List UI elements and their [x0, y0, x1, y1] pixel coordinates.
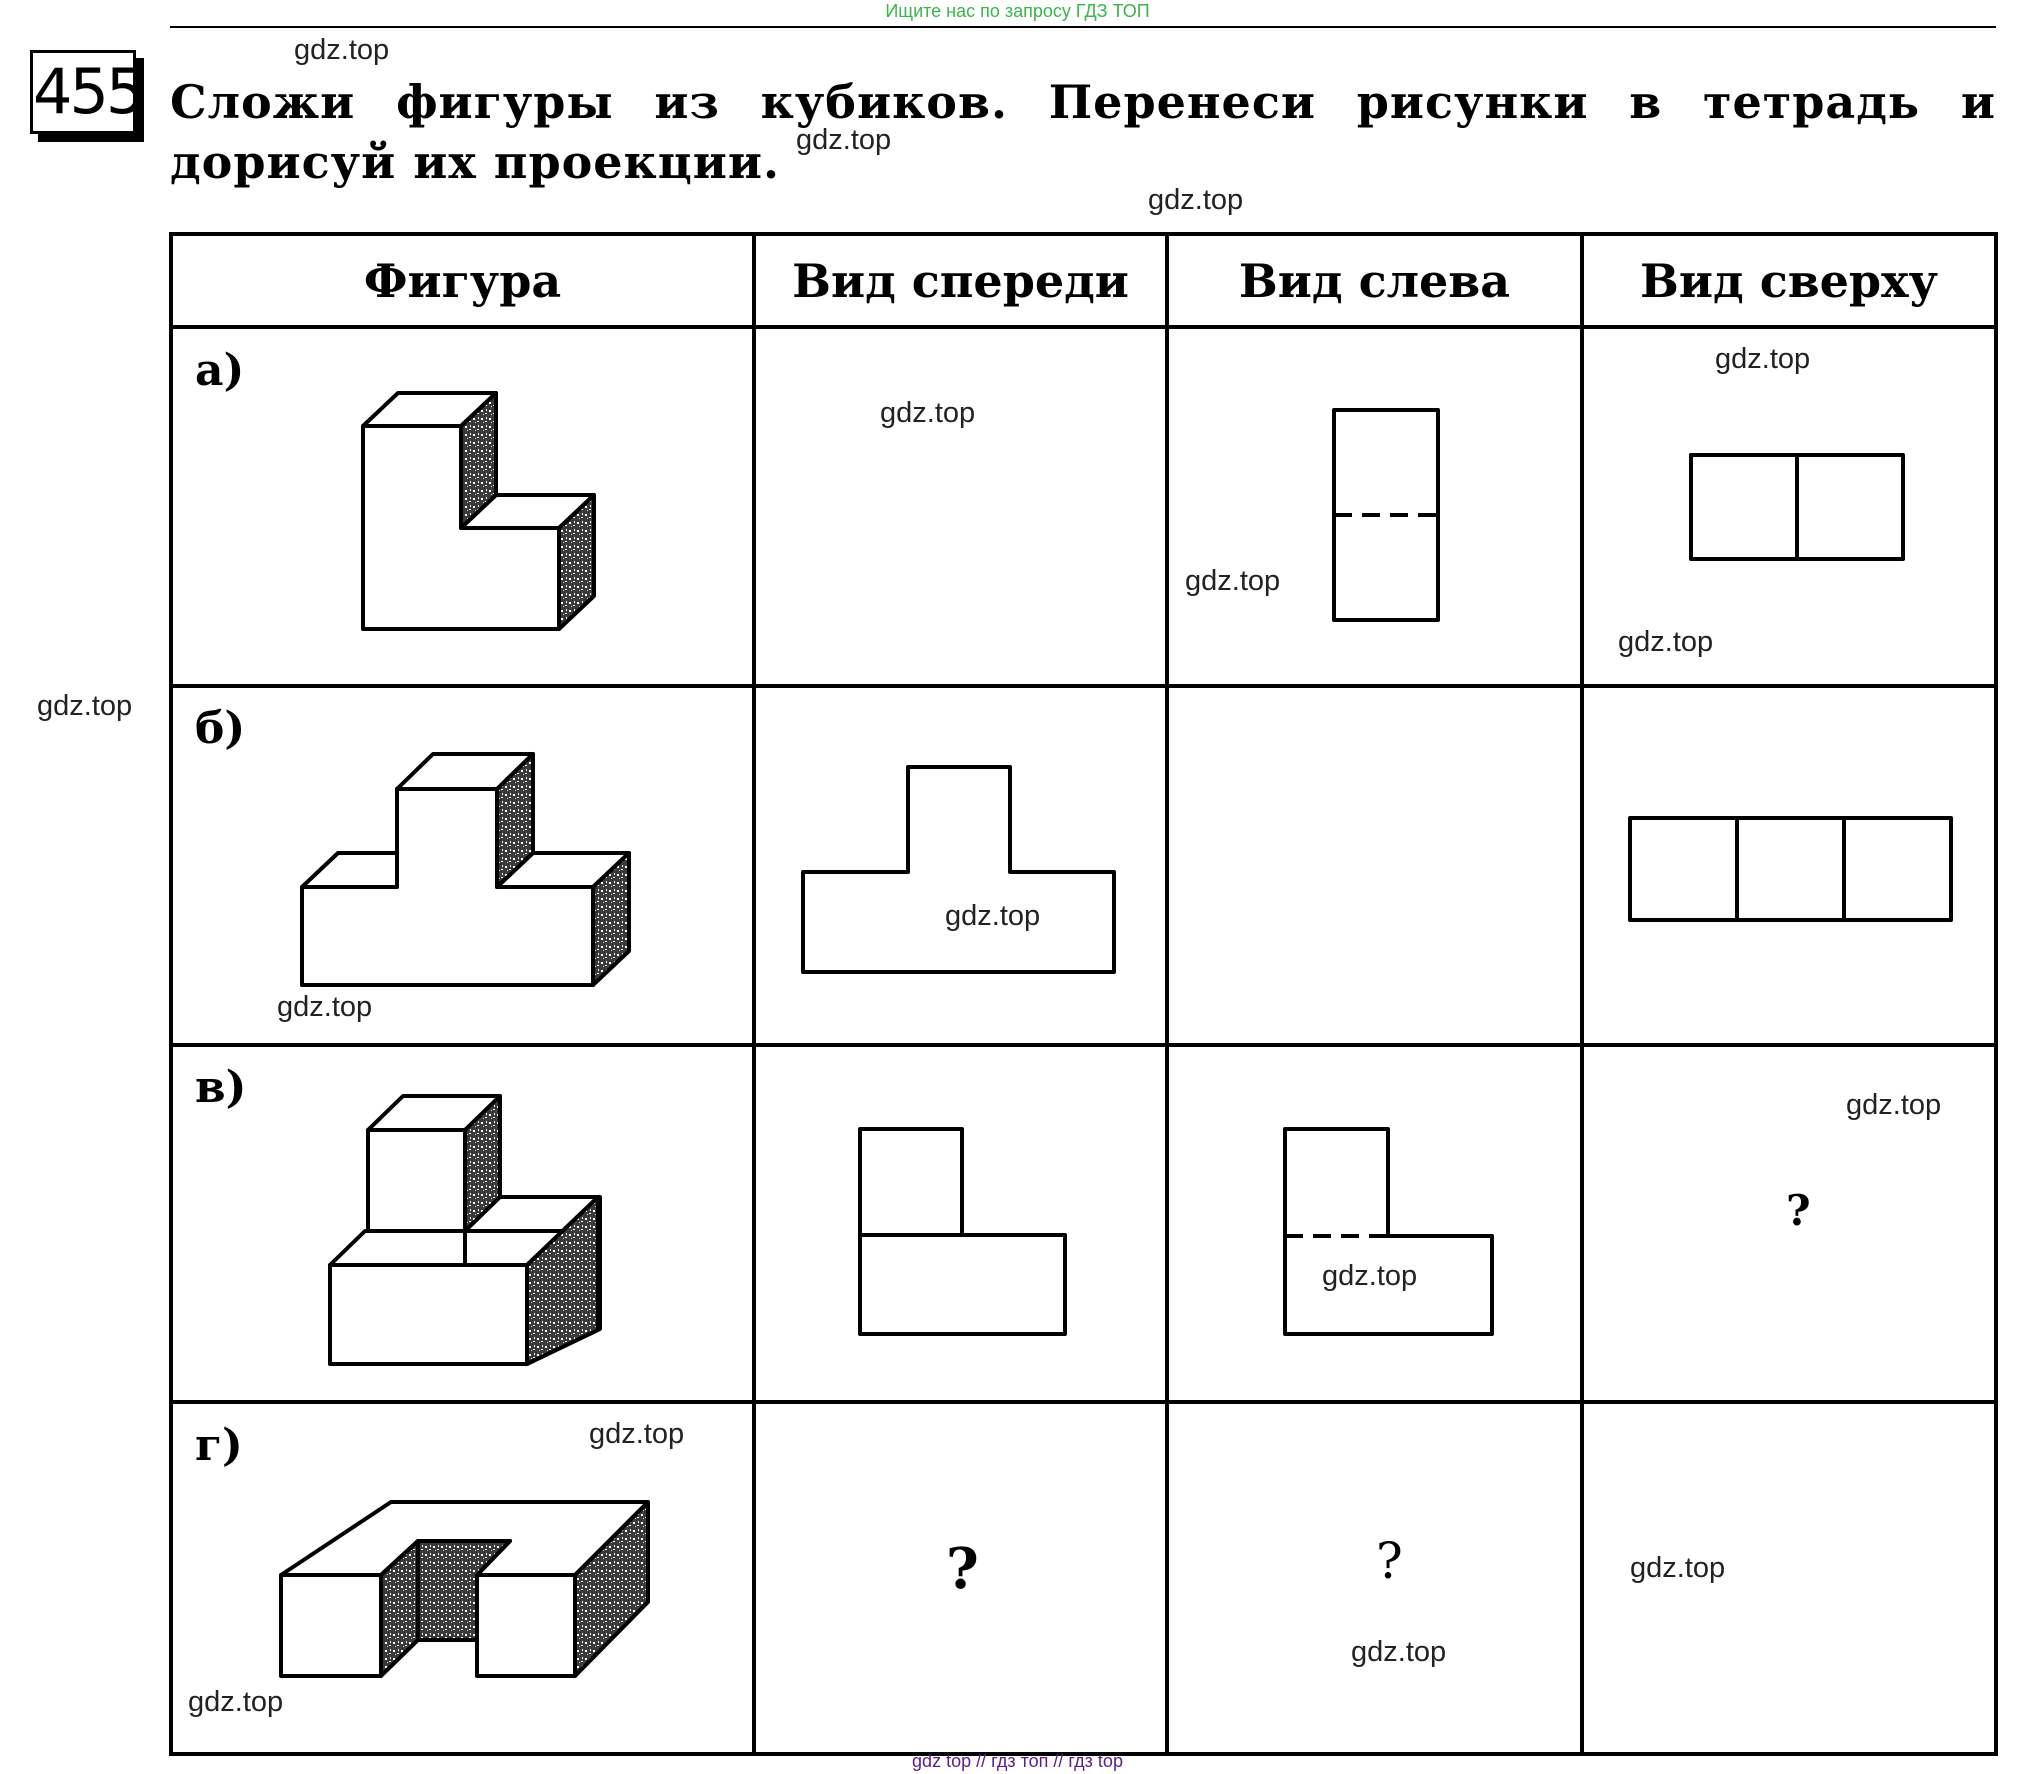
watermark: gdz.top: [1322, 1260, 1418, 1292]
search-hint-banner[interactable]: Ищите нас по запросу ГДЗ ТОП: [885, 1, 1150, 21]
row-label-b: б): [195, 703, 246, 754]
header-figure: Фигура: [363, 254, 562, 308]
watermark: gdz.top: [1846, 1089, 1942, 1121]
header-top-view: Вид сверху: [1640, 254, 1938, 308]
figure-b-shape: [302, 754, 629, 985]
watermark: gdz.top: [880, 397, 976, 429]
exercise-number: 455: [30, 50, 136, 134]
watermark: gdz.top: [1185, 565, 1281, 597]
watermark: gdz.top: [277, 991, 373, 1023]
row-label-a: а): [195, 345, 245, 396]
watermark: gdz.top: [188, 1686, 284, 1718]
figure-a-top-view: [1691, 455, 1903, 559]
figure-v-front-view: [860, 1129, 1065, 1334]
watermark: gdz.top: [1148, 184, 1244, 216]
exercise-text: Сложи фигуры из кубиков. Перенеси рисунки в тетрадь и дорисуй их проекции.: [170, 75, 1996, 189]
figure-a-shape: [363, 393, 594, 629]
watermark: gdz.top: [37, 690, 133, 722]
header-front-view: Вид спереди: [792, 254, 1129, 308]
watermark: gdz.top: [1351, 1636, 1447, 1668]
question-mark-v-top: ?: [1786, 1186, 1811, 1235]
row-label-v: в): [195, 1062, 247, 1113]
watermark: gdz.top: [945, 900, 1041, 932]
watermark: gdz.top: [294, 34, 390, 66]
watermark: gdz.top: [1715, 343, 1811, 375]
figure-b-top-view: [1630, 818, 1951, 920]
row-label-g: г): [195, 1420, 243, 1471]
figure-v-shape: [330, 1096, 600, 1364]
watermark: gdz.top: [1630, 1552, 1726, 1584]
watermark: gdz.top: [589, 1418, 685, 1450]
question-mark-g-front: ?: [946, 1536, 979, 1602]
footer-links[interactable]: gdz top // гдз топ // гдз top: [912, 1751, 1123, 1771]
figure-a-left-view: [1334, 410, 1438, 620]
watermark: gdz.top: [796, 124, 892, 156]
watermark: gdz.top: [1618, 626, 1714, 658]
question-mark-g-left: ?: [1376, 1532, 1403, 1590]
figure-b-front-view: [803, 767, 1114, 972]
figure-g-shape: [281, 1502, 648, 1676]
header-left-view: Вид слева: [1238, 254, 1511, 308]
figure-v-left-view: [1285, 1129, 1492, 1334]
